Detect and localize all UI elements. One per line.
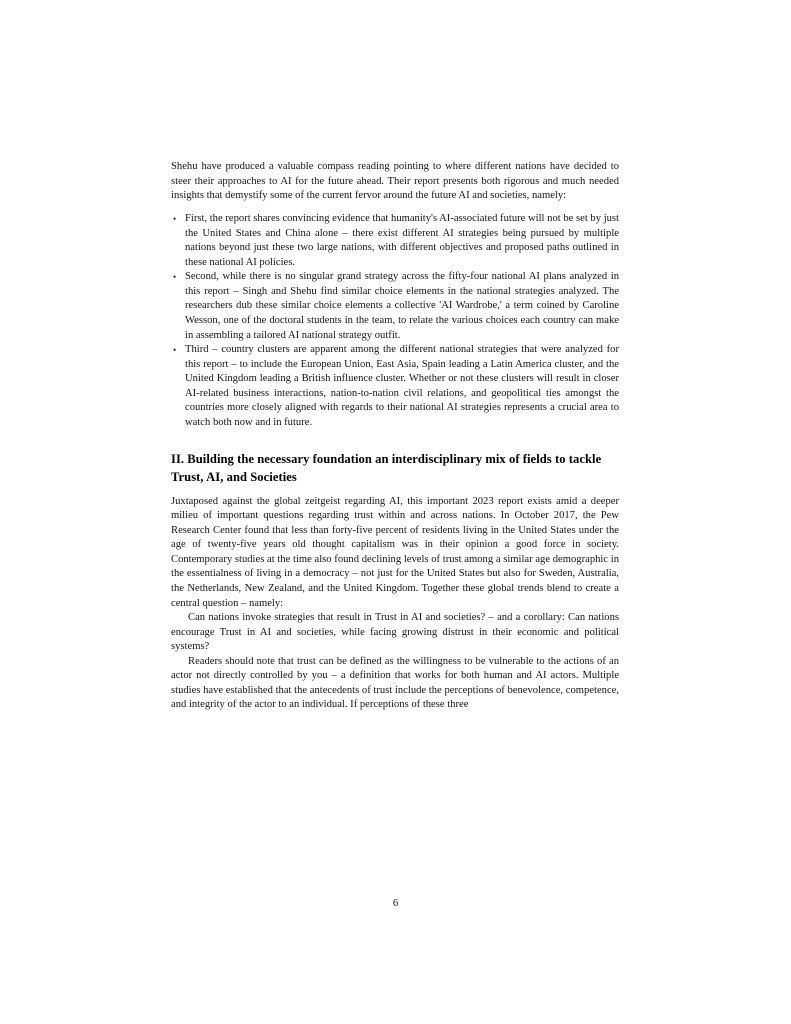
list-item xyxy=(171,270,619,343)
bullet-icon: • xyxy=(173,272,177,283)
bulleted-findings-list xyxy=(171,212,619,430)
list-item xyxy=(171,343,619,430)
bullet-icon: • xyxy=(173,214,177,225)
section-heading: II. Building the necessary foundation an interdisciplinary mix of fields to tackle Trust, AI, and Societies xyxy=(171,452,602,484)
body-paragraph-1: Juxtaposed against the global zeitgeist regarding AI, this important 2023 report exists amid a deeper milieu of important questions regarding trust within and across nations. In October 2017, the Pew Research Center found that less than forty-five percent of residents living in the United States under the age of twenty-five years old thought capitalism was in their opinion a good force in society. Contemporary studies at the time also found declining levels of trust among a similar age demographic in the essentialness of living in a democracy – not just for the United States but also for Sweden, Australia, the Netherlands, New Zealand, and the United Kingdom. Together these global trends blend to create a central question – namely: xyxy=(171,495,619,609)
page-content-column xyxy=(171,160,619,713)
list-item-text: Third – country clusters are apparent among the different national strategies that were analyzed for this report – to include the European Union, East Asia, Spain leading a Latin America cluster, and the United Kingdom leading a British influence cluster. Whether or not these clusters will result in closer AI-related business interactions, nation-to-nation civil relations, and geopolitical ties amongst the countries more closely aligned with regards to their national AI strategies represents a crucial area to watch both now and in future. xyxy=(185,344,619,428)
list-item-text: Second, while there is no singular grand strategy across the fifty-four national AI plans analyzed in this report – Singh and Shehu find similar choice elements in the national strategies analyzed. The researchers dub these similar choice elements a collective 'AI Wardrobe,' a term coined by Caroline Wesson, one of the doctoral students in the team, to relate the various choices each country can make in assembling a tailored AI national strategy outfit. xyxy=(185,271,619,341)
bullet-icon: • xyxy=(173,345,177,356)
list-item-text: First, the report shares convincing evidence that humanity's AI-associated future will not be set by just the United States and China alone – there exist different AI strategies being pursued by multiple nations beyond just these two large nations, with different objectives and proposed paths outlined in these national AI policies. xyxy=(185,213,619,268)
page-number: 6 xyxy=(392,898,399,909)
intro-paragraph: Shehu have produced a valuable compass reading pointing to where different nations have decided to steer their approaches to AI for the future ahead. Their report presents both rigorous and much needed insights that demystify some of the current fervor around the future AI and societies, namely: xyxy=(171,161,619,202)
list-item xyxy=(171,212,619,270)
body-paragraph-2: Can nations invoke strategies that result in Trust in AI and societies? – and a corollary: Can nations encourage Trust in AI and societies, while facing growing distrust in their economic and political systems? xyxy=(171,612,619,653)
body-paragraph-3: Readers should note that trust can be defined as the willingness to be vulnerable to the actions of an actor not directly controlled by you – a definition that works for both human and AI actors. Multiple studies have established that the antecedents of trust include the perceptions of benevolence, competence, and integrity of the actor to an individual. If perceptions of these three xyxy=(171,655,619,711)
